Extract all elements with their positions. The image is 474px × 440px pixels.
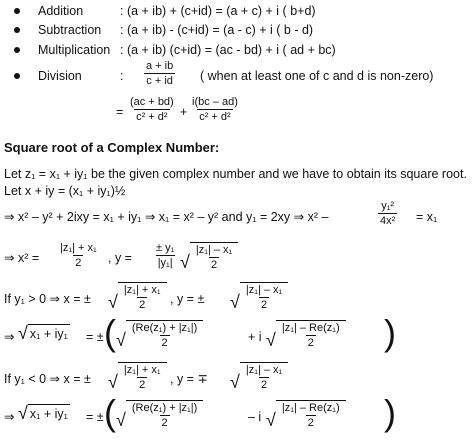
- op-label: Multiplication: [38, 43, 111, 57]
- sqrt-icon: √ $\frac{\text{|z₁| + x₁}}{2}$: [108, 282, 167, 311]
- sqrt-icon: √ $\frac{\text{(Re(z₁) + |z₁|)}}{2}$: [116, 320, 203, 349]
- sqrt-icon: √ $\frac{\text{|z₁| – x₁}}{2}$: [230, 282, 288, 311]
- op-label: Division: [38, 69, 82, 83]
- op-formula: : (a + ib) + (c+id) = (a + c) + i ( b+d): [120, 4, 316, 18]
- division-note: ( when at least one of c and d is non-zero): [200, 69, 434, 83]
- op-label: Addition: [38, 4, 84, 18]
- y-fraction: $\frac{\text{|z₁| – x₁}}{2}$: [245, 284, 283, 311]
- sqrt-icon: √ $\frac{\text{|z₁| – Re(z₁)}}{2}$: [266, 320, 346, 349]
- sign-fraction: $\frac{\text{± y₁}}{\text{|y₁|}}$: [156, 242, 175, 269]
- op-formula: : (a + ib) - (c+id) = (a - c) + i ( b - d): [120, 23, 314, 37]
- y-fraction: $\frac{\text{|z₁| – x₁}}{2}$: [245, 364, 283, 391]
- sqrt-icon: √ $\frac{\text{|z₁| – x₁}}{2}$: [180, 242, 238, 271]
- intro-line-1: Let z₁ = x₁ + iy₁ be the given complex number and we have to obtain its square root.: [4, 167, 467, 181]
- paren-icon: (: [104, 392, 116, 433]
- y1-over-4x-fraction: $\frac{\text{y₁²}}{\text{4x²}}$: [380, 200, 396, 227]
- x-fraction: $\frac{\text{|z₁| + x₁}}{2}$: [123, 284, 161, 311]
- sqrt-icon: √ x₁ + iy₁: [18, 403, 68, 423]
- bullet-icon: [14, 27, 20, 33]
- division-fraction: $\frac{a + ib}{c + id}$: [146, 60, 174, 87]
- result-fraction-2: $\frac{i(bc - ad)}{\text{c² + d²}}$: [192, 96, 238, 123]
- sqrt-icon: √ $\frac{\text{|z₁| + x₁}}{2}$: [108, 362, 167, 391]
- x-squared-fraction: $\frac{\text{|z₁| + x₁}}{2}$: [60, 242, 97, 269]
- sqrt-icon: √ $\frac{\text{|z₁| – x₁}}{2}$: [230, 362, 288, 391]
- sqrt-icon: √ $\frac{\text{|z₁| – Re(z₁)}}{2}$: [266, 400, 346, 429]
- radicand-fraction: $\frac{\text{|z₁| – x₁}}{2}$: [195, 244, 233, 271]
- bullet-icon: [14, 8, 20, 14]
- x-fraction: $\frac{\text{|z₁| + x₁}}{2}$: [123, 364, 161, 391]
- result-fraction-1: $\frac{(ac + bd)}{\text{c² + d²}}$: [130, 96, 174, 123]
- bullet-icon: [14, 73, 20, 79]
- bullet-icon: [14, 47, 20, 53]
- sqrt-icon: √ $\frac{\text{(Re(z₁) + |z₁|)}}{2}$: [116, 400, 203, 429]
- intro-line-2: Let x + iy = (x₁ + iy₁)½: [4, 184, 126, 198]
- op-formula: : (a + ib) (c+id) = (ac - bd) + i ( ad + bc): [120, 43, 336, 57]
- paren-icon: ): [384, 312, 396, 353]
- paren-icon: (: [104, 312, 116, 353]
- section-title: Square root of a Complex Number:: [4, 140, 220, 155]
- op-label: Subtraction: [38, 23, 102, 37]
- sqrt-icon: √ x₁ + iy₁: [18, 323, 68, 343]
- paren-icon: ): [384, 392, 396, 433]
- op-colon: :: [120, 69, 124, 83]
